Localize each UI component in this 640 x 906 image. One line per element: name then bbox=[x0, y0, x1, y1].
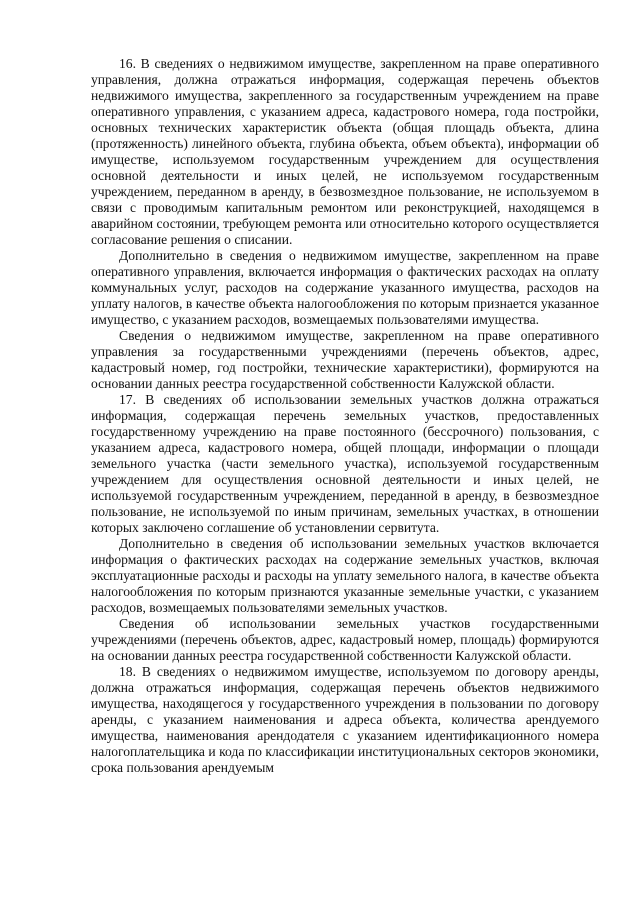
paragraph-17: 17. В сведениях об использовании земельных участков должна отражаться информация, содержащая перечень земельных участков, предоставленных государственному учреждению на праве постоянного (бессрочного) пользования, с указанием адреса, кадастрового номера, общей площади, информации о площади земельного участка (части земельного участка), используемой государственным учреждением для осуществления основной деятельности и иных целей, не используемой государственным учреждением, переданной в аренду, в безвозмездное пользование, не используемой по иным причинам, земельных участках, в отношении которых заключено соглашение об установлении сервитута. bbox=[91, 392, 599, 535]
paragraph-17-expenses: Дополнительно в сведения об использовании земельных участков включается информация о фактических расходах на содержание земельных участков, включая эксплуатационные расходы и расходы на уплату земельного налога, в качестве объекта налогообложения по которым признаются указанные земельные участки, с указанием расходов, возмещаемых пользователями земельных участков. bbox=[91, 536, 599, 615]
paragraph-16-registry: Сведения о недвижимом имуществе, закрепленном на праве оперативного управления за государственными учреждениями (перечень объектов, адрес, кадастровый номер, год постройки, технические характеристики), формируются на основании данных реестра государственной собственности Калужской области. bbox=[91, 328, 599, 391]
paragraph-18: 18. В сведениях о недвижимом имуществе, используемом по договору аренды, должна отражаться информация, содержащая перечень объектов недвижимого имущества, находящегося у государственного учреждения в пользовании по договору аренды, с указанием наименования и адреса объекта, количества арендуемого имущества, наименования арендодателя с указанием идентификационного номера налогоплательщика и кода по классификации институциональных секторов экономики, срока пользования арендуемым bbox=[91, 664, 599, 775]
document-body bbox=[91, 56, 599, 776]
paragraph-16: 16. В сведениях о недвижимом имуществе, закрепленном на праве оперативного управления, должна отражаться информация, содержащая перечень объектов недвижимого имущества, закрепленного за государственным учреждением на праве оперативного управления, с указанием адреса, кадастрового номера, года постройки, основных технических характеристик объекта (общая площадь объекта, длина (протяженность) линейного объекта, глубина объекта, объем объекта), информации об имуществе, используемом государственным учреждением для осуществления основной деятельности и иных целей, не используемом государственным учреждением, переданном в аренду, в безвозмездное пользование, не используемом в связи с проводимым капитальным ремонтом или реконструкцией, находящемся в аварийном состоянии, требующем ремонта или относительно которого осуществляется согласование решения о списании. bbox=[91, 56, 599, 247]
paragraph-17-registry: Сведения об использовании земельных участков государственными учреждениями (перечень объектов, адрес, кадастровый номер, площадь) формируются на основании данных реестра государственной собственности Калужской области. bbox=[91, 616, 599, 663]
paragraph-16-expenses: Дополнительно в сведения о недвижимом имуществе, закрепленном на праве оперативного управления, включается информация о фактических расходах на оплату коммунальных услуг, расходов на содержание указанного имущества, расходов на уплату налогов, в качестве объекта налогообложения по которым признается указанное имущество, с указанием расходов, возмещаемых пользователями имущества. bbox=[91, 248, 599, 327]
